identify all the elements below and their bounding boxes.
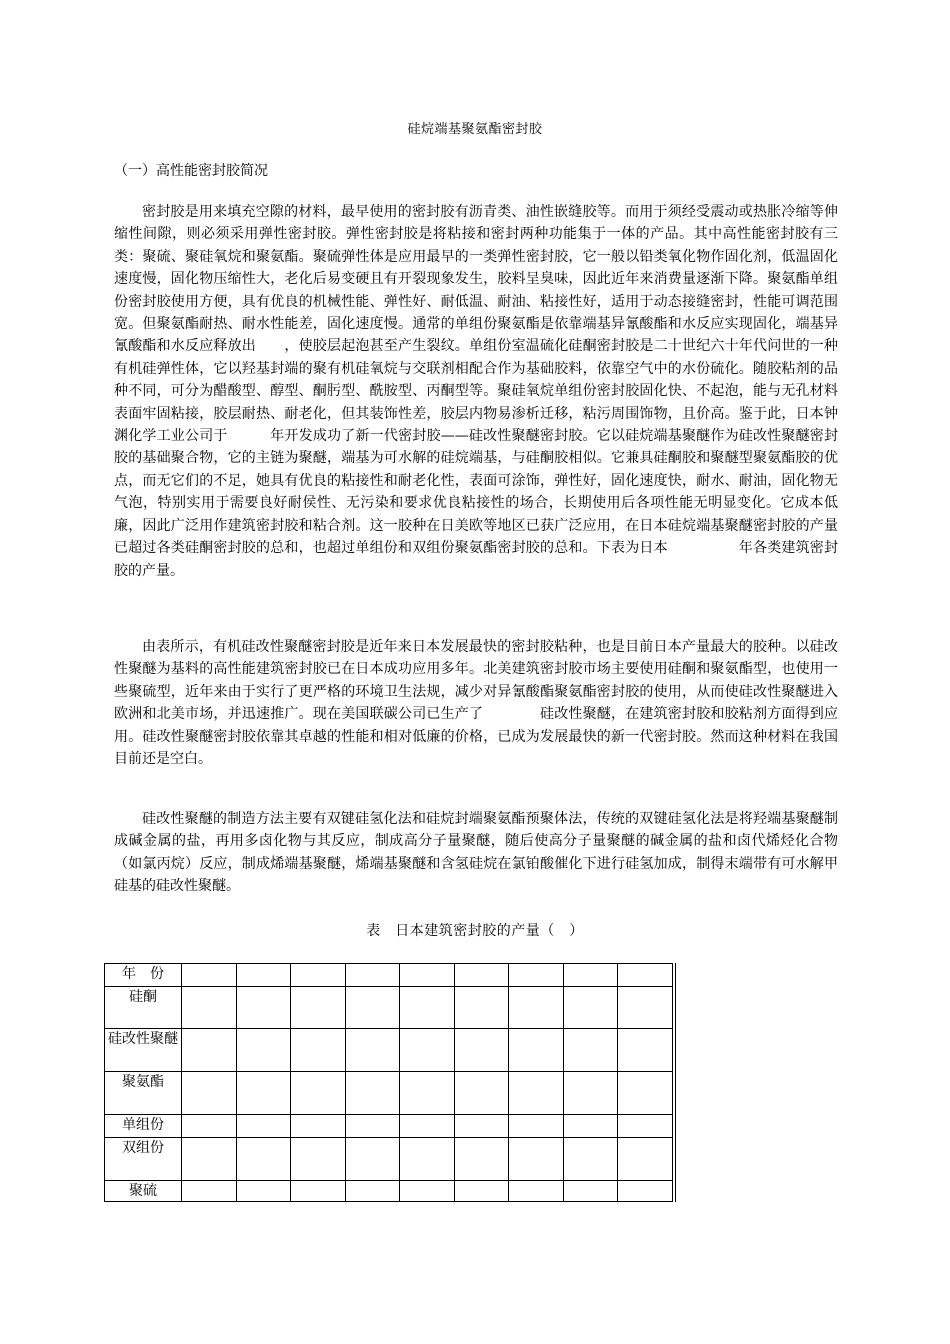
table-cell [400, 987, 455, 1029]
table-cell [563, 1072, 618, 1115]
table-cell [618, 1029, 673, 1072]
table-cell [400, 1072, 455, 1115]
table-cell [618, 1115, 673, 1138]
table-cell [345, 964, 400, 987]
row-label-polyurethane: 聚氨酯 [105, 1072, 182, 1115]
table-cell [618, 1138, 673, 1181]
table-cell [454, 1181, 509, 1202]
table-cell [563, 1115, 618, 1138]
production-table-wrapper [104, 963, 676, 1202]
table-row-two-component [105, 1138, 673, 1181]
table-row-silicone [105, 987, 673, 1029]
table-cell [509, 1072, 564, 1115]
table-cell [618, 1181, 673, 1202]
table-row-modified-polyether [105, 1029, 673, 1072]
table-cell [345, 1181, 400, 1202]
table-cell [509, 987, 564, 1029]
table-cell [236, 1138, 291, 1181]
table-cell [618, 964, 673, 987]
table-cell [291, 1029, 346, 1072]
table-cell [182, 1181, 237, 1202]
table-cell [291, 964, 346, 987]
table-cell [291, 1138, 346, 1181]
table-cell [345, 1138, 400, 1181]
table-cell [291, 1115, 346, 1138]
table-cell [618, 1072, 673, 1115]
document-title: 硅烷端基聚氨酯密封胶 [407, 122, 543, 137]
table-cell [563, 1181, 618, 1202]
table-cell [400, 1138, 455, 1181]
table-cell [400, 1181, 455, 1202]
table-cell [345, 1115, 400, 1138]
row-label-silicone: 硅酮 [105, 987, 182, 1029]
table-cell [236, 1181, 291, 1202]
table-cell [454, 987, 509, 1029]
table-cell [182, 1072, 237, 1115]
table-cell [454, 1029, 509, 1072]
table-cell [291, 1181, 346, 1202]
paragraph-intro: 密封胶是用来填充空隙的材料，最早使用的密封胶有沥青类、油性嵌缝胶等。而用于须经受震动或热胀冷缩等伸缩性间隙，则必须采用弹性密封胶。弹性密封胶是将粘接和密封两种功能集于一体的产品。其中高性能密封胶有三类：聚硫、聚硅氧烷和聚氨酯。聚硫弹性体是应用最早的一类弹性密封胶，它一般以铅类氧化物作固化剂，低温固化速度慢，固化物压缩性大，老化后易变硬且有开裂现象发生，胶料呈臭味，因此近年来消费量逐渐下降。聚氨酯单组份密封胶使用方便，具有优良的机械性能、弹性好、耐低温、耐油、粘接性好，适用于动态接缝密封，性能可调范围宽。但聚氨酯耐热、耐水性能差，固化速度慢。通常的单组份聚氨酯是依靠端基异氰酸酯和水反应实现固化，端基异氰酸酯和水反应释放出 ，使胶层起泡甚至产生裂纹。单组份室温硫化硅酮密封胶是二十世纪六十年代问世的一种有机硅弹性体，它以羟基封端的聚有机硅氧烷与交联剂相配合作为基础胶料，依靠空气中的水份硫化。随胶粘剂的品种不同，可分为醋酸型、醇型、酮肟型、酰胺型、丙酮型等。聚硅氧烷单组份密封胶固化快、不起泡，能与无孔材料表面牢固粘接，胶层耐热、耐老化，但其装饰性差，胶层内物易渗析迁移，粘污周围饰物，且价高。鉴于此，日本钟渊化学工业公司于 年开发成功了新一代密封胶——硅改性聚醚密封胶。它以硅烷端基聚醚作为硅改性聚醚密封胶的基础聚合物，它的主链为聚醚，端基为可水解的硅烷端基，与硅酮胶相似。它兼具硅酮胶和聚醚型聚氨酯胶的优点，而无它们的不足，她具有优良的粘接性和耐老化性，表面可涂饰，弹性好，固化速度快，耐水、耐油，固化物无气泡，特别实用于需要良好耐侯性、无污染和要求优良粘接性的场合，长期使用后各项性能无明显变化。它成本低廉，因此广泛用作建筑密封胶和粘合剂。这一胶种在日美欧等地区已获广泛应用，在日本硅烷端基聚醚密封胶的产量已超过各类硅酮密封胶的总和，也超过单组份和双组份聚氨酯密封胶的总和。下表为日本 年各类建筑密封胶的产量。 [114, 204, 838, 579]
section-heading: （一）高性能密封胶简况 [114, 163, 268, 179]
table-cell [563, 964, 618, 987]
table-cell [291, 987, 346, 1029]
table-cell [563, 1138, 618, 1181]
table-row-polysulfide [105, 1181, 673, 1202]
table-cell [509, 1138, 564, 1181]
table-cell [454, 1138, 509, 1181]
table-cell [236, 1072, 291, 1115]
table-cell [182, 987, 237, 1029]
row-label-year: 年 份 [105, 964, 182, 987]
row-label-polysulfide: 聚硫 [105, 1181, 182, 1202]
table-cell [454, 1072, 509, 1115]
table-cell [509, 964, 564, 987]
table-cell [509, 1115, 564, 1138]
table-cell [400, 964, 455, 987]
table-cell [345, 987, 400, 1029]
paragraph-market: 由表所示，有机硅改性聚醚密封胶是近年来日本发展最快的密封胶粘种，也是目前日本产量最大的胶种。以硅改性聚醚为基料的高性能建筑密封胶已在日本成功应用多年。北美建筑密封胶市场主要使用硅酮和聚氨酯型，也使用一些聚硫型，近年来由于实行了更严格的环境卫生法规，减少对异氰酸酯聚氨酯密封胶的使用，从而使硅改性聚醚进入欧洲和北美市场，并迅速推广。现在美国联碳公司已生产了 硅改性聚醚，在建筑密封胶和胶粘剂方面得到应用。硅改性聚醚密封胶依靠其卓越的性能和相对低廉的价格，已成为发展最快的新一代密封胶。然而这种材料在我国目前还是空白。 [114, 639, 838, 768]
production-table [104, 963, 673, 1202]
table-cell [509, 1029, 564, 1072]
table-cell [454, 964, 509, 987]
table-cell [454, 1115, 509, 1138]
table-cell [618, 987, 673, 1029]
table-cell [345, 1072, 400, 1115]
row-label-modified-polyether: 硅改性聚醚 [105, 1029, 182, 1072]
table-cell [182, 964, 237, 987]
row-label-one-component: 单组份 [105, 1115, 182, 1138]
table-cell [563, 987, 618, 1029]
table-cell [400, 1115, 455, 1138]
table-cell [291, 1072, 346, 1115]
table-cell [236, 964, 291, 987]
paragraph-manufacturing: 硅改性聚醚的制造方法主要有双键硅氢化法和硅烷封端聚氨酯预聚体法，传统的双键硅氢化法是将羟端基聚醚制成碱金属的盐，再用多卤化物与其反应，制成高分子量聚醚，随后使高分子量聚醚的碱金属的盐和卤代烯烃化合物（如氯丙烷）反应，制成烯端基聚醚，烯端基聚醚和含氢硅烷在氯铂酸催化下进行硅氢加成，制得末端带有可水解甲硅基的硅改性聚醚。 [114, 811, 838, 895]
table-cell [182, 1138, 237, 1181]
table-row-one-component [105, 1115, 673, 1138]
table-cell [182, 1115, 237, 1138]
table-cell [236, 1029, 291, 1072]
table-cell [236, 987, 291, 1029]
table-row-polyurethane [105, 1072, 673, 1115]
table-row-year [105, 964, 673, 987]
table-cell [563, 1029, 618, 1072]
row-label-two-component: 双组份 [105, 1138, 182, 1181]
table-cell [509, 1181, 564, 1202]
table-cell [400, 1029, 455, 1072]
table-cell [236, 1115, 291, 1138]
table-cell [182, 1029, 237, 1072]
table-caption: 表 日本建筑密封胶的产量（ ） [366, 923, 584, 939]
table-cell [345, 1029, 400, 1072]
